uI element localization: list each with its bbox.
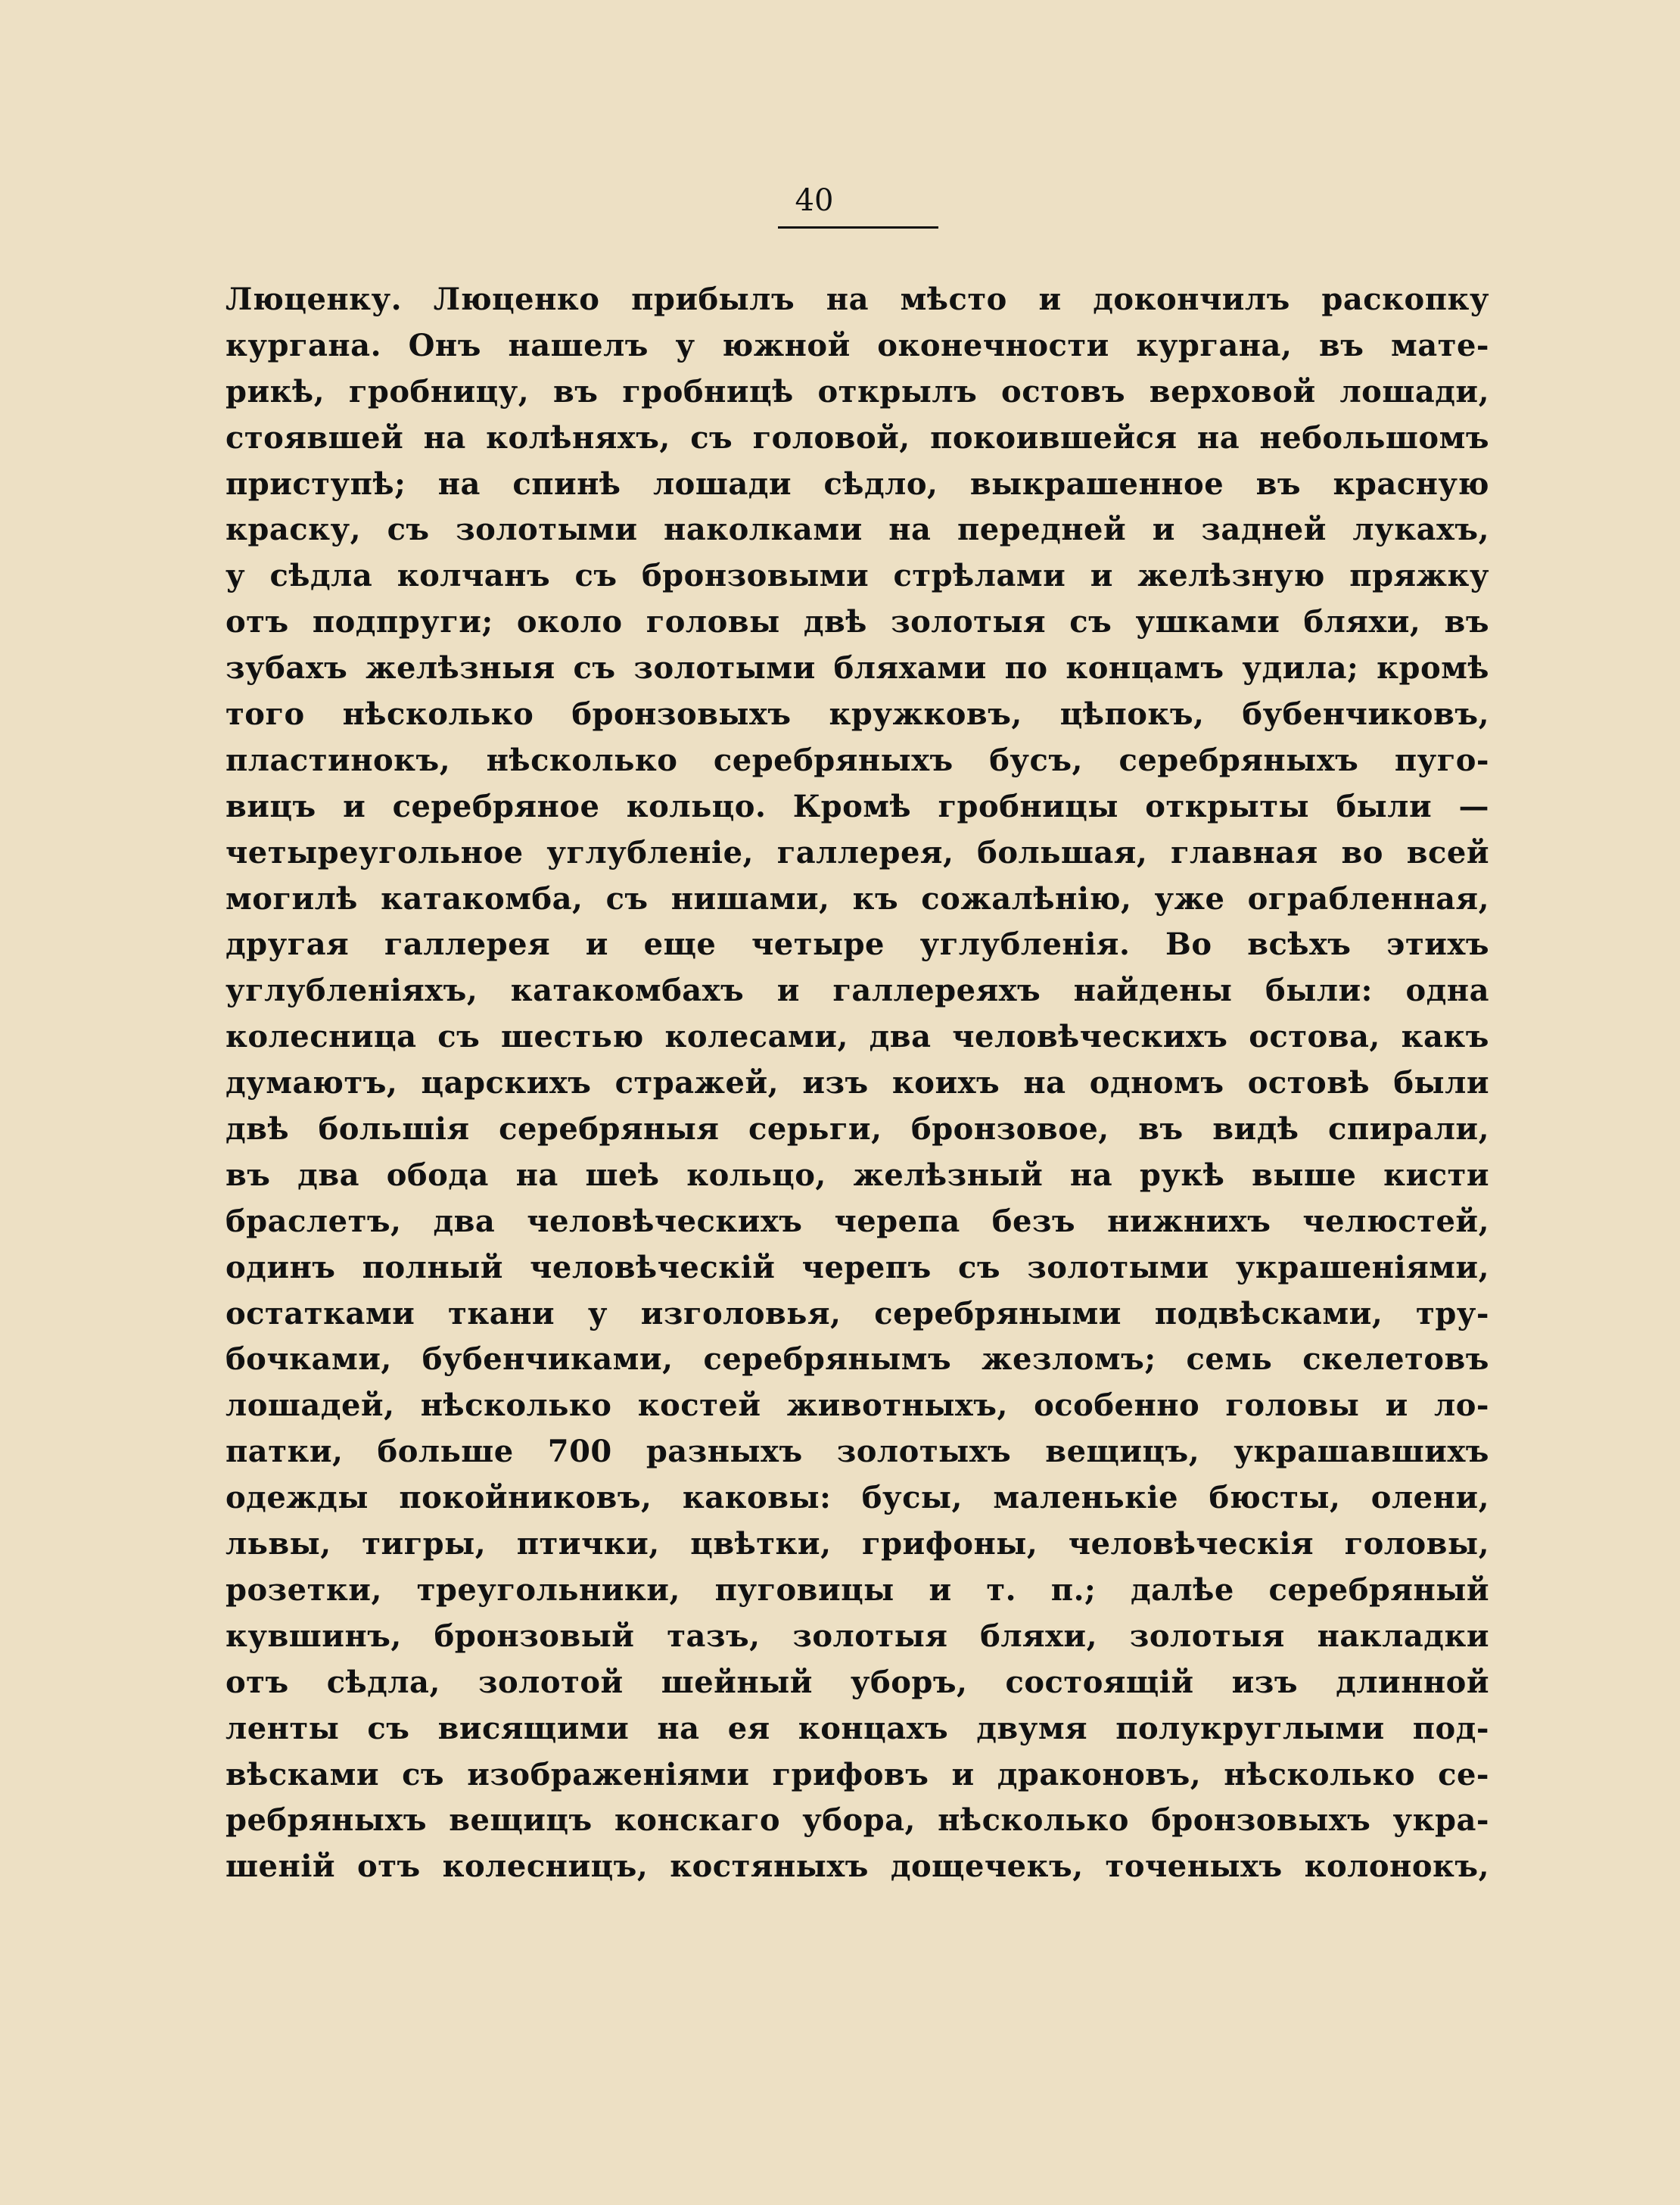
- text-line: думаютъ, царскихъ стражей, изъ коихъ на одномъ остовѣ были: [226, 1065, 1489, 1101]
- text-line: двѣ большія серебряныя серьги, бронзовое, въ видѣ спирали,: [226, 1111, 1489, 1148]
- text-line: браслетъ, два человѣческихъ черепа безъ нижнихъ челюстей,: [226, 1203, 1489, 1239]
- text-line: розетки, треугольники, пуговицы и т. п.; далѣе серебряный: [226, 1571, 1489, 1608]
- text-line: вицъ и серебряное кольцо. Кромѣ гробницы открыты были —: [226, 788, 1489, 824]
- text-line: зубахъ желѣзныя съ золотыми бляхами по концамъ удила; кромѣ: [226, 650, 1489, 687]
- page-number-rule: [778, 226, 938, 229]
- text-line: одинъ полный человѣческій черепъ съ золотыми украшеніями,: [226, 1249, 1489, 1285]
- body-text: [226, 277, 1489, 1890]
- text-line: остатками ткани у изголовья, серебряными подвѣсками, тру-: [226, 1295, 1489, 1331]
- page-number: 40: [795, 183, 834, 218]
- text-line: стоявшей на колѣняхъ, съ головой, покоившейся на небольшомъ: [226, 419, 1489, 456]
- text-line: ленты съ висящими на ея концахъ двумя полукруглыми под-: [226, 1710, 1489, 1746]
- text-line: вѣсками съ изображеніями грифовъ и драконовъ, нѣсколько се-: [226, 1756, 1489, 1792]
- text-line: патки, больше 700 разныхъ золотыхъ вещицъ, украшавшихъ: [226, 1434, 1489, 1470]
- text-line: у сѣдла колчанъ съ бронзовыми стрѣлами и желѣзную пряжку: [226, 558, 1489, 594]
- text-line: пластинокъ, нѣсколько серебряныхъ бусъ, серебряныхъ пуго-: [226, 742, 1489, 778]
- text-line: кувшинъ, бронзовый тазъ, золотыя бляхи, золотыя накладки: [226, 1618, 1489, 1654]
- text-line: одежды покойниковъ, каковы: бусы, маленькіе бюсты, олени,: [226, 1480, 1489, 1516]
- text-line: въ два обода на шеѣ кольцо, желѣзный на рукѣ выше кисти: [226, 1157, 1489, 1193]
- text-line: кургана. Онъ нашелъ у южной оконечности кургана, въ мате-: [226, 327, 1489, 363]
- text-line: рикѣ, гробницу, въ гробницѣ открылъ остовъ верховой лошади,: [226, 373, 1489, 410]
- text-line: другая галлерея и еще четыре углубленія. Во всѣхъ этихъ: [226, 927, 1489, 963]
- text-line: лошадей, нѣсколько костей животныхъ, особенно головы и ло-: [226, 1387, 1489, 1424]
- text-line: шеній отъ колесницъ, костяныхъ дощечекъ, точеныхъ колонокъ,: [226, 1848, 1489, 1885]
- text-line: колесница съ шестью колесами, два человѣческихъ остова, какъ: [226, 1019, 1489, 1055]
- text-line: отъ сѣдла, золотой шейный уборъ, состоящій изъ длинной: [226, 1664, 1489, 1700]
- text-line: могилѣ катакомба, съ нишами, къ сожалѣнію, уже ограбленная,: [226, 880, 1489, 917]
- text-line: львы, тигры, птички, цвѣтки, грифоны, человѣческія головы,: [226, 1526, 1489, 1562]
- text-line: четыреугольное углубленіе, галлерея, большая, главная во всей: [226, 834, 1489, 870]
- text-line: отъ подпруги; около головы двѣ золотыя съ ушками бляхи, въ: [226, 604, 1489, 640]
- text-line: того нѣсколько бронзовыхъ кружковъ, цѣпокъ, бубенчиковъ,: [226, 696, 1489, 733]
- text-line: Люценку. Люценко прибылъ на мѣсто и докончилъ раскопку: [226, 282, 1489, 317]
- text-line: краску, съ золотыми наколками на передней и задней лукахъ,: [226, 512, 1489, 548]
- text-line: ребряныхъ вещицъ конскаго убора, нѣсколько бронзовыхъ укра-: [226, 1802, 1489, 1839]
- text-line: бочками, бубенчиками, серебрянымъ жезломъ; семь скелетовъ: [226, 1341, 1489, 1378]
- text-line: приступѣ; на спинѣ лошади сѣдло, выкрашенное въ красную: [226, 466, 1489, 502]
- text-line: углубленіяхъ, катакомбахъ и галлереяхъ найдены были: одна: [226, 973, 1489, 1009]
